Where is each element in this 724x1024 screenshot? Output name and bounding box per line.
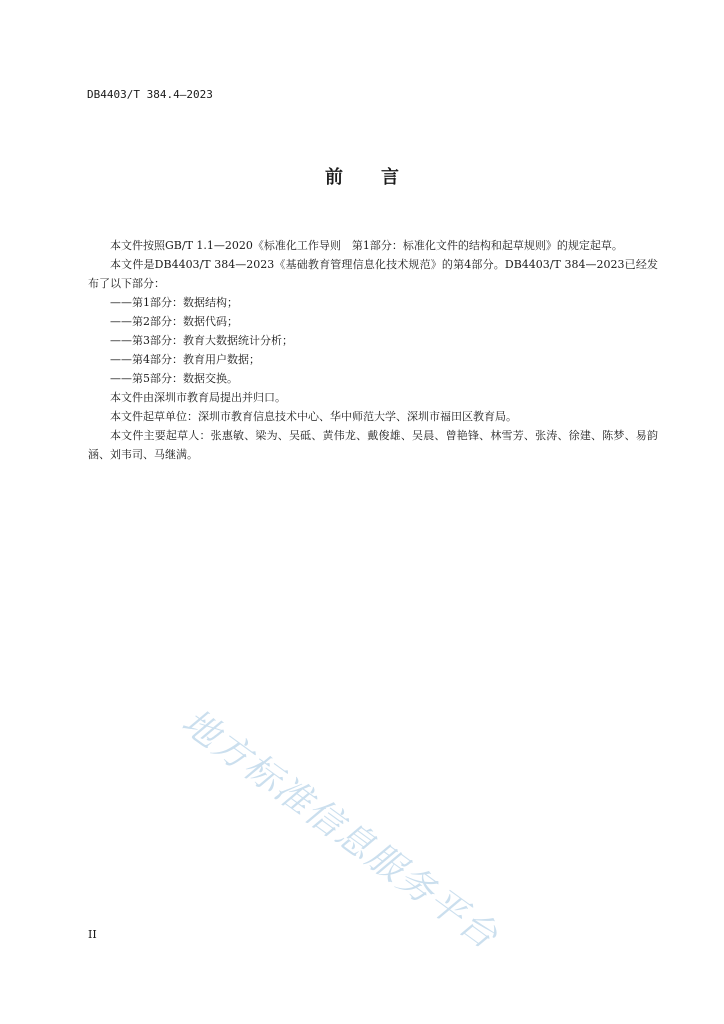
- title-char-1: 前: [325, 167, 343, 188]
- page-title: [0, 163, 724, 189]
- paragraph-proposer: 本文件由深圳市教育局提出并归口。: [110, 391, 286, 404]
- list-item-part-5: ——第5部分：数据交换。: [110, 372, 238, 385]
- paragraph-series-info: 本文件是DB4403/T 384—2023《基础教育管理信息化技术规范》的第4部分。DB4403/T 384—2023已经发布了以下部分：: [88, 258, 658, 290]
- document-code: DB4403/T 384.4—2023: [87, 88, 213, 101]
- title-char-2: 言: [381, 167, 399, 188]
- paragraph-drafters: 本文件主要起草人：张惠敏、梁为、吴砥、黄伟龙、戴俊雄、吴晨、曾艳锋、林雪芳、张涛、徐建、陈梦、易韵涵、刘韦司、马继满。: [88, 429, 658, 461]
- page-number: II: [88, 928, 97, 941]
- list-item-part-2: ——第2部分：数据代码；: [110, 315, 238, 328]
- list-item-part-4: ——第4部分：教育用户数据；: [110, 353, 260, 366]
- list-item-part-3: ——第3部分：教育大数据统计分析；: [110, 334, 293, 347]
- foreword-body: [88, 236, 658, 464]
- paragraph-drafting-rules: 本文件按照GB/T 1.1—2020《标准化工作导则 第1部分：标准化文件的结构和起草规则》的规定起草。: [110, 239, 623, 252]
- list-item-part-1: ——第1部分：数据结构；: [110, 296, 238, 309]
- paragraph-drafting-units: 本文件起草单位：深圳市教育信息技术中心、华中师范大学、深圳市福田区教育局。: [110, 410, 517, 423]
- watermark: 地方标准信息服务平台: [174, 701, 506, 958]
